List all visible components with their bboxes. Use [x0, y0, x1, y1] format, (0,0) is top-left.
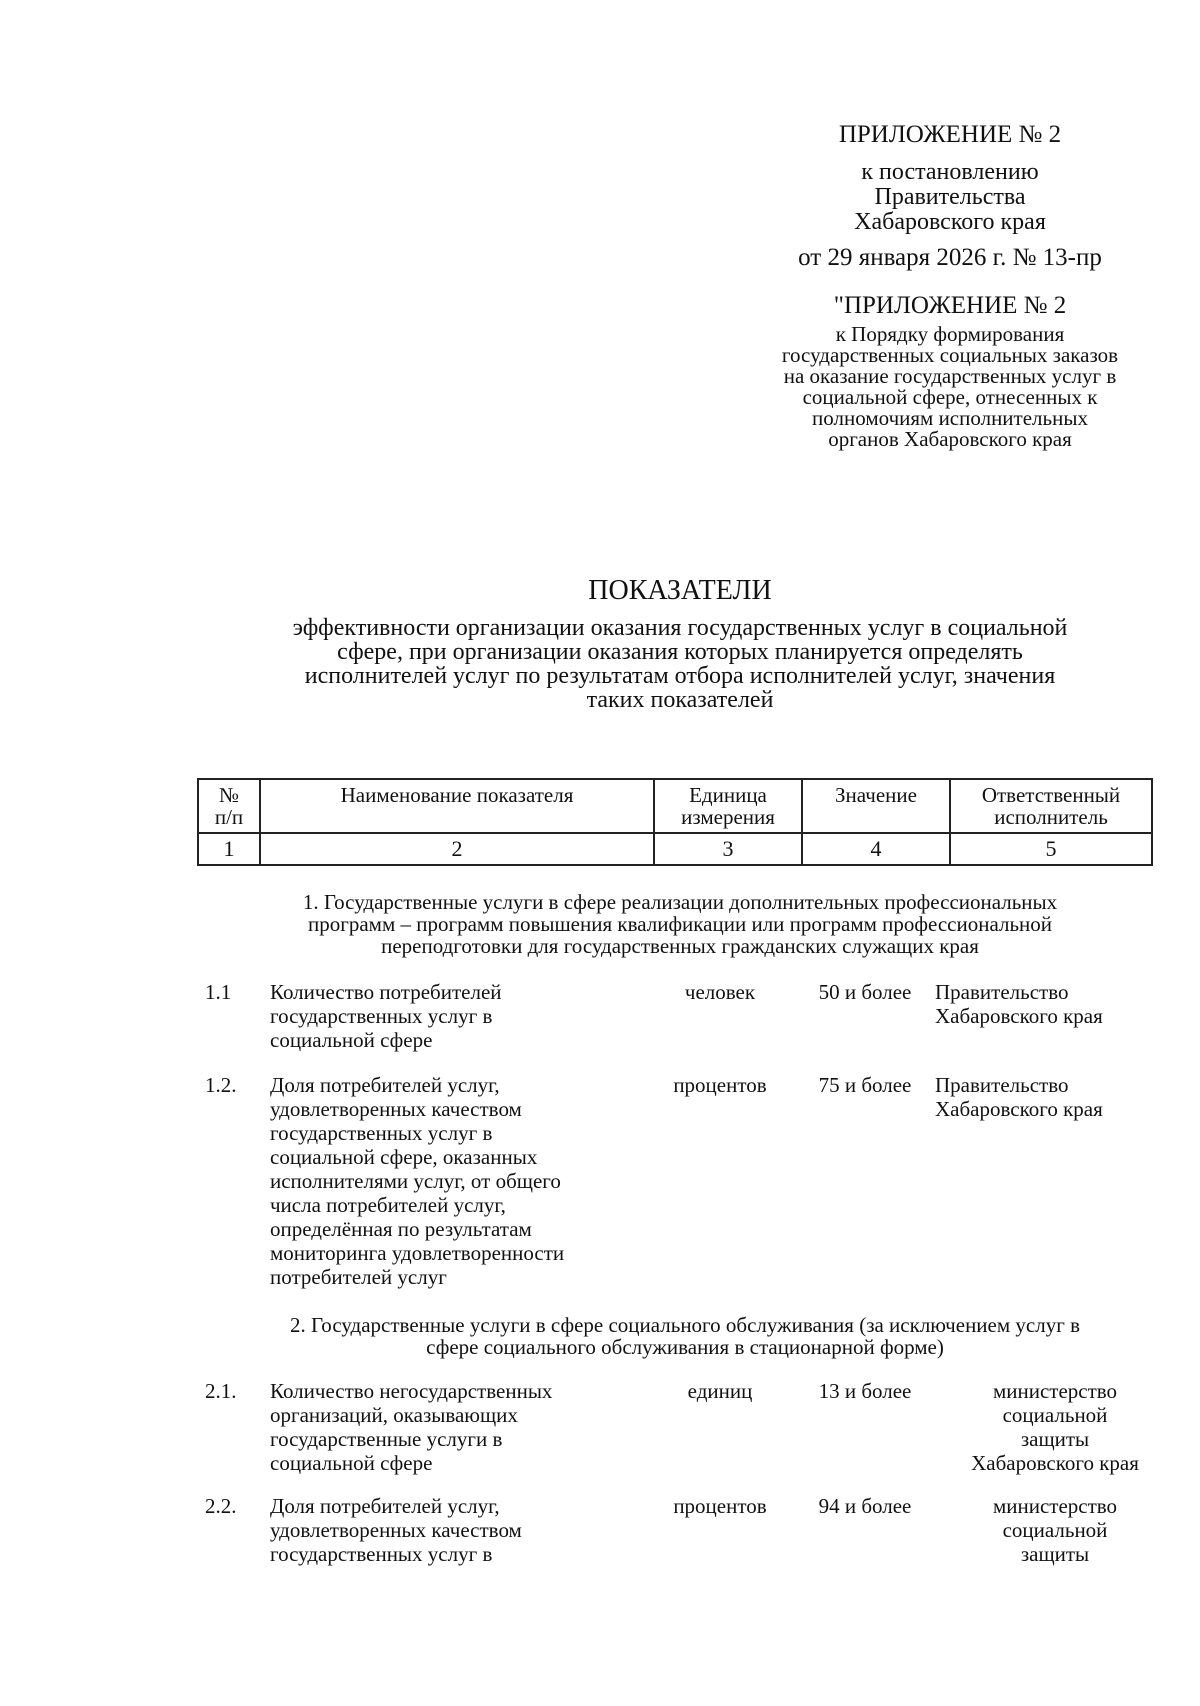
column-number: 5 — [950, 833, 1152, 865]
header-text: исполнитель — [994, 805, 1108, 829]
indicators-table-header — [197, 778, 1153, 866]
indicator-name-line: мониторинга удовлетворенности — [270, 1241, 565, 1265]
indicator-name — [270, 980, 630, 1052]
header-num — [198, 779, 260, 833]
indicator-value: 94 и более — [818, 1494, 912, 1518]
section-title-line: переподготовки для государственных гражданских служащих края — [381, 934, 979, 958]
indicator-name-line: потребителей услуг — [270, 1265, 447, 1289]
subtitle-line: эффективности организации оказания государственных услуг в социальной — [292, 615, 1068, 641]
indicator-name-line: государственных услуг в — [270, 1004, 493, 1028]
indicator-name-line: социальной сфере — [270, 1028, 433, 1052]
subtitle-line: сфере, при организации оказания которых планируется определять — [337, 639, 1023, 665]
indicator-name-line: Доля потребителей услуг, — [270, 1073, 500, 1097]
quoted-appendix-line: к Порядку формирования — [835, 322, 1065, 346]
indicator-name-line: Количество потребителей — [270, 980, 502, 1004]
header-text: п/п — [214, 805, 244, 829]
responsible-line: Правительство — [935, 980, 1069, 1004]
indicator-value: 50 и более — [818, 980, 912, 1004]
header-text: измерения — [681, 805, 775, 829]
indicator-name-line: государственные услуги в — [270, 1427, 503, 1451]
indicator-name-line: удовлетворенных качеством — [270, 1097, 522, 1121]
indicator-name-line: социальной сфере — [270, 1451, 433, 1475]
document-title: ПОКАЗАТЕЛИ — [588, 575, 772, 606]
responsible-line: министерство — [992, 1379, 1118, 1403]
section-title-line: 2. Государственные услуги в сфере социального обслуживания (за исключением услуг в — [290, 1313, 1080, 1337]
section-title-line: сфере социального обслуживания в стационарной форме) — [426, 1335, 944, 1359]
responsible-line: Правительство — [935, 1073, 1069, 1097]
indicator-name — [270, 1379, 630, 1475]
appendix-line: Хабаровского края — [854, 209, 1046, 235]
indicator-name-line: государственных услуг в — [270, 1542, 493, 1566]
indicator-name — [270, 1073, 630, 1289]
indicator-unit: процентов — [673, 1073, 767, 1097]
indicator-value: 13 и более — [818, 1379, 912, 1403]
indicator-name-line: удовлетворенных качеством — [270, 1518, 522, 1542]
header-value — [802, 779, 950, 833]
section-title-line: программ – программ повышения квалификации или программ профессиональной — [307, 912, 1053, 936]
quoted-appendix-line: органов Хабаровского края — [828, 427, 1072, 451]
header-text: Наименование показателя — [340, 783, 574, 807]
responsible-line: Хабаровского края — [935, 1097, 1103, 1121]
appendix-date: от 29 января 2026 г. № 13-пр — [798, 244, 1102, 271]
indicator-name-line: исполнителями услуг, от общего — [270, 1169, 561, 1193]
indicator-name-line: организаций, оказывающих — [270, 1403, 518, 1427]
header-text: Единица — [689, 783, 767, 807]
indicator-name-line: числа потребителей услуг, — [270, 1193, 506, 1217]
column-number: 1 — [198, 833, 260, 865]
responsible-line: защиты — [1020, 1542, 1090, 1566]
indicator-value: 75 и более — [818, 1073, 912, 1097]
header-unit — [654, 779, 802, 833]
responsible-line: Хабаровского края — [971, 1451, 1139, 1475]
quoted-appendix-line: социальной сфере, отнесенных к — [802, 385, 1098, 409]
responsible-line: социальной — [1002, 1403, 1108, 1427]
header-name — [260, 779, 654, 833]
indicator-responsible — [935, 1073, 1175, 1121]
quoted-appendix-line: полномочиям исполнительных — [812, 406, 1088, 430]
appendix-header — [760, 120, 1140, 270]
responsible-line: министерство — [992, 1494, 1118, 1518]
row-number: 1.2. — [205, 1073, 237, 1097]
column-number: 3 — [654, 833, 802, 865]
row-number: 2.1. — [205, 1379, 237, 1403]
indicator-name-line: Количество негосударственных — [270, 1379, 553, 1403]
header-text: № — [218, 783, 240, 807]
subtitle-line: таких показателей — [586, 687, 774, 713]
quoted-appendix-line: государственных социальных заказов — [781, 343, 1119, 367]
indicator-unit: единиц — [687, 1379, 753, 1403]
document-subtitle — [210, 616, 1150, 712]
header-responsible — [950, 779, 1152, 833]
subtitle-line: исполнителей услуг по результатам отбора исполнителей услуг, значения — [304, 663, 1056, 689]
header-text: Ответственный — [981, 783, 1121, 807]
indicator-name-line: Доля потребителей услуг, — [270, 1494, 500, 1518]
section-title — [200, 891, 1160, 957]
indicator-unit: человек — [684, 980, 756, 1004]
indicator-responsible — [935, 1494, 1175, 1566]
indicator-name — [270, 1494, 630, 1566]
column-number: 4 — [802, 833, 950, 865]
section-title — [210, 1314, 1160, 1358]
row-number: 2.2. — [205, 1494, 237, 1518]
indicator-responsible — [935, 980, 1175, 1028]
appendix-title: ПРИЛОЖЕНИЕ № 2 — [838, 121, 1062, 148]
quoted-appendix — [740, 292, 1160, 450]
responsible-line: Хабаровского края — [935, 1004, 1103, 1028]
column-number-row — [198, 833, 1152, 865]
indicator-responsible — [935, 1379, 1175, 1475]
quoted-appendix-title: "ПРИЛОЖЕНИЕ № 2 — [833, 292, 1067, 319]
quoted-appendix-line: на оказание государственных услуг в — [783, 364, 1117, 388]
column-number: 2 — [260, 833, 654, 865]
responsible-line: социальной — [1002, 1518, 1108, 1542]
indicator-name-line: социальной сфере, оказанных — [270, 1145, 538, 1169]
section-title-line: 1. Государственные услуги в сфере реализации дополнительных профессиональных — [302, 890, 1058, 914]
indicator-unit: процентов — [673, 1494, 767, 1518]
header-row — [198, 779, 1152, 833]
appendix-line: Правительства — [874, 184, 1026, 210]
indicator-name-line: определённая по результатам — [270, 1217, 532, 1241]
header-text: Значение — [835, 783, 917, 807]
indicator-name-line: государственных услуг в — [270, 1121, 493, 1145]
row-number: 1.1 — [205, 980, 232, 1004]
appendix-line: к постановлению — [861, 159, 1039, 185]
responsible-line: защиты — [1020, 1427, 1090, 1451]
